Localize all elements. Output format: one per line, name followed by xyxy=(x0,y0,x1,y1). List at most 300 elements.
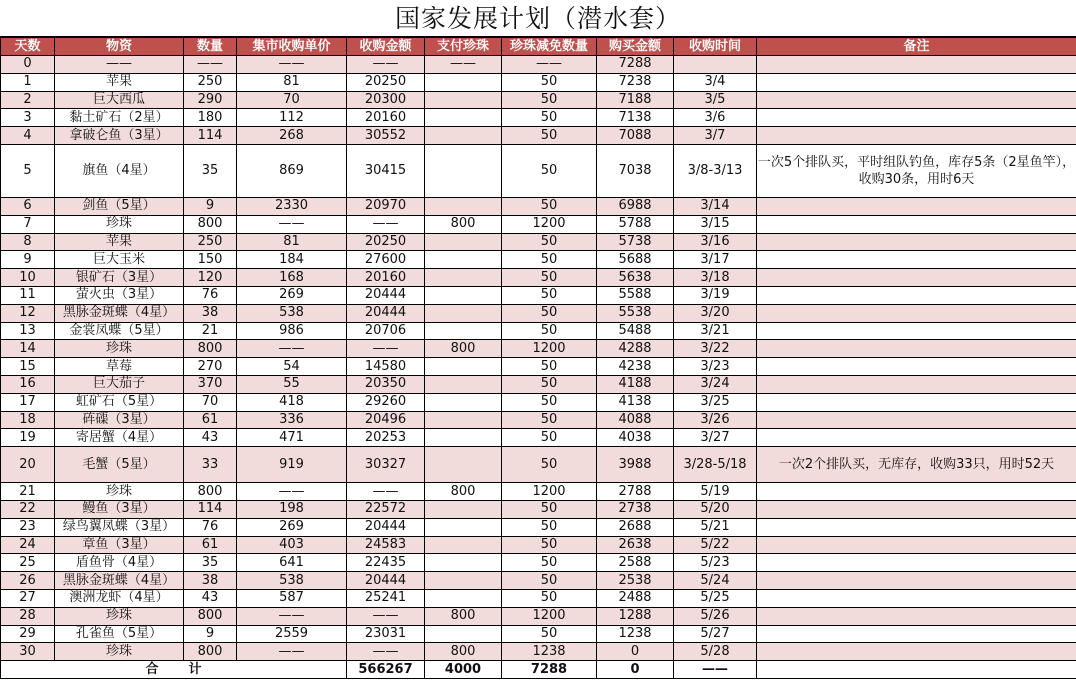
cell-item[interactable]: 拿破仑鱼（3星） xyxy=(55,127,184,145)
cell-pearl[interactable] xyxy=(425,233,502,251)
cell-buy[interactable]: 5588 xyxy=(597,286,674,304)
cell-note[interactable] xyxy=(757,375,1076,393)
cell-item[interactable]: 盾鱼骨（4星） xyxy=(55,554,184,572)
cell-day[interactable]: 18 xyxy=(1,411,55,429)
cell-qty[interactable]: 9 xyxy=(184,625,237,643)
cell-day[interactable]: 13 xyxy=(1,322,55,340)
cell-price[interactable]: 538 xyxy=(237,572,347,590)
cell-note[interactable] xyxy=(757,429,1076,447)
cell-reduce[interactable]: 50 xyxy=(502,554,597,572)
cell-qty[interactable]: 76 xyxy=(184,286,237,304)
cell-amount[interactable]: 22572 xyxy=(347,500,425,518)
cell-price[interactable]: 268 xyxy=(237,127,347,145)
cell-reduce[interactable]: 50 xyxy=(502,73,597,91)
cell-note[interactable] xyxy=(757,643,1076,661)
cell-amount[interactable]: 20444 xyxy=(347,572,425,590)
cell-amount[interactable]: 24583 xyxy=(347,536,425,554)
cell-buy[interactable]: 7238 xyxy=(597,73,674,91)
cell-day[interactable]: 8 xyxy=(1,233,55,251)
cell-qty[interactable]: —— xyxy=(184,56,237,74)
cell-pearl[interactable] xyxy=(425,197,502,215)
cell-time[interactable]: 3/27 xyxy=(674,429,757,447)
cell-note[interactable] xyxy=(757,518,1076,536)
cell-amount[interactable]: 20970 xyxy=(347,197,425,215)
cell-item[interactable]: —— xyxy=(55,56,184,74)
cell-day[interactable]: 0 xyxy=(1,56,55,74)
cell-qty[interactable]: 35 xyxy=(184,144,237,197)
cell-price[interactable]: 538 xyxy=(237,304,347,322)
cell-pearl[interactable] xyxy=(425,554,502,572)
cell-reduce[interactable]: 50 xyxy=(502,286,597,304)
cell-price[interactable]: 641 xyxy=(237,554,347,572)
cell-time[interactable]: 5/28 xyxy=(674,643,757,661)
cell-item[interactable]: 寄居蟹（4星） xyxy=(55,429,184,447)
cell-time[interactable]: 5/21 xyxy=(674,518,757,536)
cell-reduce[interactable]: 50 xyxy=(502,429,597,447)
cell-buy[interactable]: 7038 xyxy=(597,144,674,197)
cell-day[interactable]: 17 xyxy=(1,393,55,411)
cell-item[interactable]: 珍珠 xyxy=(55,607,184,625)
cell-item[interactable]: 金裳凤蝶（5星） xyxy=(55,322,184,340)
cell-item[interactable]: 章鱼（3星） xyxy=(55,536,184,554)
cell-time[interactable]: 5/24 xyxy=(674,572,757,590)
cell-day[interactable]: 2 xyxy=(1,91,55,109)
cell-qty[interactable]: 370 xyxy=(184,375,237,393)
cell-time[interactable]: 3/6 xyxy=(674,109,757,127)
cell-note[interactable] xyxy=(757,269,1076,287)
cell-pearl[interactable] xyxy=(425,572,502,590)
cell-qty[interactable]: 33 xyxy=(184,447,237,483)
cell-qty[interactable]: 114 xyxy=(184,500,237,518)
cell-reduce[interactable]: 50 xyxy=(502,572,597,590)
cell-price[interactable]: 112 xyxy=(237,109,347,127)
cell-qty[interactable]: 120 xyxy=(184,269,237,287)
cell-qty[interactable]: 114 xyxy=(184,127,237,145)
cell-amount[interactable]: 20350 xyxy=(347,375,425,393)
cell-reduce[interactable]: 1200 xyxy=(502,483,597,501)
cell-pearl[interactable] xyxy=(425,447,502,483)
cell-price[interactable]: 269 xyxy=(237,518,347,536)
cell-reduce[interactable]: 50 xyxy=(502,91,597,109)
cell-day[interactable]: 12 xyxy=(1,304,55,322)
cell-note[interactable] xyxy=(757,322,1076,340)
cell-reduce[interactable]: 50 xyxy=(502,411,597,429)
cell-item[interactable]: 珍珠 xyxy=(55,483,184,501)
cell-price[interactable]: 55 xyxy=(237,375,347,393)
cell-time[interactable]: 3/16 xyxy=(674,233,757,251)
cell-amount[interactable]: 20444 xyxy=(347,304,425,322)
cell-item[interactable]: 巨大茄子 xyxy=(55,375,184,393)
cell-time[interactable]: 3/8-3/13 xyxy=(674,144,757,197)
cell-amount[interactable]: —— xyxy=(347,56,425,74)
header-amount[interactable]: 收购金额 xyxy=(347,38,425,56)
cell-pearl[interactable]: 800 xyxy=(425,215,502,233)
cell-qty[interactable]: 43 xyxy=(184,589,237,607)
cell-amount[interactable]: 25241 xyxy=(347,589,425,607)
cell-qty[interactable]: 800 xyxy=(184,483,237,501)
cell-buy[interactable]: 7088 xyxy=(597,127,674,145)
cell-price[interactable]: —— xyxy=(237,56,347,74)
cell-item[interactable]: 鳗鱼（3星） xyxy=(55,500,184,518)
cell-note[interactable] xyxy=(757,91,1076,109)
cell-note[interactable] xyxy=(757,251,1076,269)
cell-buy[interactable]: 5538 xyxy=(597,304,674,322)
cell-item[interactable]: 苹果 xyxy=(55,73,184,91)
cell-pearl[interactable]: —— xyxy=(425,56,502,74)
cell-reduce[interactable]: 50 xyxy=(502,251,597,269)
cell-pearl[interactable] xyxy=(425,269,502,287)
cell-day[interactable]: 23 xyxy=(1,518,55,536)
cell-pearl[interactable] xyxy=(425,358,502,376)
cell-item[interactable]: 孔雀鱼（5星） xyxy=(55,625,184,643)
cell-day[interactable]: 6 xyxy=(1,197,55,215)
cell-price[interactable]: 269 xyxy=(237,286,347,304)
cell-reduce[interactable]: 50 xyxy=(502,304,597,322)
cell-price[interactable]: 81 xyxy=(237,233,347,251)
cell-pearl[interactable] xyxy=(425,429,502,447)
cell-reduce[interactable]: 50 xyxy=(502,375,597,393)
cell-qty[interactable]: 800 xyxy=(184,340,237,358)
total-note[interactable] xyxy=(757,661,1076,679)
cell-price[interactable]: 869 xyxy=(237,144,347,197)
cell-item[interactable]: 虹矿石（5星） xyxy=(55,393,184,411)
cell-pearl[interactable] xyxy=(425,251,502,269)
cell-reduce[interactable]: 1238 xyxy=(502,643,597,661)
cell-day[interactable]: 14 xyxy=(1,340,55,358)
cell-item[interactable]: 珍珠 xyxy=(55,215,184,233)
cell-note[interactable] xyxy=(757,286,1076,304)
cell-qty[interactable]: 250 xyxy=(184,73,237,91)
cell-buy[interactable]: 2688 xyxy=(597,518,674,536)
cell-reduce[interactable]: 50 xyxy=(502,269,597,287)
cell-qty[interactable]: 43 xyxy=(184,429,237,447)
cell-amount[interactable]: 29260 xyxy=(347,393,425,411)
cell-time[interactable]: 3/28-5/18 xyxy=(674,447,757,483)
cell-day[interactable]: 28 xyxy=(1,607,55,625)
cell-reduce[interactable]: 1200 xyxy=(502,607,597,625)
cell-buy[interactable]: 2538 xyxy=(597,572,674,590)
cell-time[interactable]: 3/17 xyxy=(674,251,757,269)
cell-note[interactable] xyxy=(757,127,1076,145)
cell-amount[interactable]: —— xyxy=(347,643,425,661)
cell-time[interactable]: 3/24 xyxy=(674,375,757,393)
cell-note[interactable] xyxy=(757,340,1076,358)
cell-qty[interactable]: 290 xyxy=(184,91,237,109)
cell-note[interactable] xyxy=(757,73,1076,91)
cell-price[interactable]: 471 xyxy=(237,429,347,447)
cell-pearl[interactable]: 800 xyxy=(425,607,502,625)
cell-note[interactable] xyxy=(757,109,1076,127)
cell-note[interactable] xyxy=(757,625,1076,643)
cell-buy[interactable]: 3988 xyxy=(597,447,674,483)
cell-note[interactable] xyxy=(757,233,1076,251)
cell-time[interactable]: 3/22 xyxy=(674,340,757,358)
cell-item[interactable]: 绿鸟翼凤蝶（3星） xyxy=(55,518,184,536)
cell-time[interactable]: 3/14 xyxy=(674,197,757,215)
cell-buy[interactable]: 2588 xyxy=(597,554,674,572)
cell-buy[interactable]: 2638 xyxy=(597,536,674,554)
cell-day[interactable]: 4 xyxy=(1,127,55,145)
cell-reduce[interactable]: 50 xyxy=(502,589,597,607)
cell-note[interactable] xyxy=(757,393,1076,411)
cell-buy[interactable]: 5738 xyxy=(597,233,674,251)
cell-pearl[interactable] xyxy=(425,109,502,127)
cell-item[interactable]: 黑脉金斑蝶（4星） xyxy=(55,304,184,322)
cell-note[interactable] xyxy=(757,572,1076,590)
cell-reduce[interactable]: 50 xyxy=(502,109,597,127)
cell-reduce[interactable]: 50 xyxy=(502,500,597,518)
cell-time[interactable]: 5/22 xyxy=(674,536,757,554)
cell-buy[interactable]: 7288 xyxy=(597,56,674,74)
cell-day[interactable]: 22 xyxy=(1,500,55,518)
cell-reduce[interactable]: 50 xyxy=(502,233,597,251)
cell-day[interactable]: 3 xyxy=(1,109,55,127)
cell-qty[interactable]: 800 xyxy=(184,607,237,625)
cell-buy[interactable]: 1238 xyxy=(597,625,674,643)
cell-time[interactable]: 3/18 xyxy=(674,269,757,287)
cell-qty[interactable]: 70 xyxy=(184,393,237,411)
cell-note[interactable]: 一次2个排队买，无库存，收购33只，用时52天 xyxy=(757,447,1076,483)
cell-day[interactable]: 19 xyxy=(1,429,55,447)
cell-qty[interactable]: 270 xyxy=(184,358,237,376)
cell-buy[interactable]: 4188 xyxy=(597,375,674,393)
cell-time[interactable]: 3/25 xyxy=(674,393,757,411)
cell-time[interactable]: 3/21 xyxy=(674,322,757,340)
cell-buy[interactable]: 0 xyxy=(597,643,674,661)
cell-time[interactable]: 3/5 xyxy=(674,91,757,109)
header-day[interactable]: 天数 xyxy=(1,38,55,56)
header-item[interactable]: 物资 xyxy=(55,38,184,56)
cell-item[interactable]: 巨大西瓜 xyxy=(55,91,184,109)
cell-amount[interactable]: 20250 xyxy=(347,73,425,91)
cell-day[interactable]: 29 xyxy=(1,625,55,643)
cell-price[interactable]: —— xyxy=(237,340,347,358)
cell-reduce[interactable]: 50 xyxy=(502,197,597,215)
cell-time[interactable]: 5/27 xyxy=(674,625,757,643)
cell-amount[interactable]: —— xyxy=(347,215,425,233)
cell-note[interactable] xyxy=(757,215,1076,233)
cell-price[interactable]: 418 xyxy=(237,393,347,411)
cell-item[interactable]: 黏土矿石（2星） xyxy=(55,109,184,127)
cell-pearl[interactable] xyxy=(425,91,502,109)
cell-buy[interactable]: 1288 xyxy=(597,607,674,625)
header-pearl[interactable]: 支付珍珠 xyxy=(425,38,502,56)
cell-note[interactable] xyxy=(757,304,1076,322)
cell-buy[interactable]: 2738 xyxy=(597,500,674,518)
cell-qty[interactable]: 35 xyxy=(184,554,237,572)
cell-note[interactable] xyxy=(757,358,1076,376)
cell-qty[interactable]: 61 xyxy=(184,411,237,429)
total-pearl[interactable]: 4000 xyxy=(425,661,502,679)
cell-reduce[interactable]: 50 xyxy=(502,518,597,536)
cell-day[interactable]: 21 xyxy=(1,483,55,501)
cell-price[interactable]: 919 xyxy=(237,447,347,483)
cell-amount[interactable]: —— xyxy=(347,340,425,358)
cell-reduce[interactable]: 50 xyxy=(502,625,597,643)
cell-reduce[interactable]: 50 xyxy=(502,144,597,197)
cell-amount[interactable]: 27600 xyxy=(347,251,425,269)
cell-item[interactable]: 萤火虫（3星） xyxy=(55,286,184,304)
cell-price[interactable]: —— xyxy=(237,483,347,501)
cell-pearl[interactable] xyxy=(425,589,502,607)
cell-amount[interactable]: 20300 xyxy=(347,91,425,109)
cell-day[interactable]: 9 xyxy=(1,251,55,269)
cell-item[interactable]: 苹果 xyxy=(55,233,184,251)
cell-item[interactable]: 剑鱼（5星） xyxy=(55,197,184,215)
header-price[interactable]: 集市收购单价 xyxy=(237,38,347,56)
cell-buy[interactable]: 4288 xyxy=(597,340,674,358)
cell-buy[interactable]: 5788 xyxy=(597,215,674,233)
cell-amount[interactable]: 23031 xyxy=(347,625,425,643)
cell-time[interactable]: 3/23 xyxy=(674,358,757,376)
cell-note[interactable] xyxy=(757,483,1076,501)
total-reduce[interactable]: 7288 xyxy=(502,661,597,679)
cell-price[interactable]: 2559 xyxy=(237,625,347,643)
cell-reduce[interactable]: 50 xyxy=(502,393,597,411)
cell-day[interactable]: 30 xyxy=(1,643,55,661)
cell-amount[interactable]: 22435 xyxy=(347,554,425,572)
cell-qty[interactable]: 180 xyxy=(184,109,237,127)
header-time[interactable]: 收购时间 xyxy=(674,38,757,56)
cell-item[interactable]: 澳洲龙虾（4星） xyxy=(55,589,184,607)
cell-reduce[interactable]: 50 xyxy=(502,447,597,483)
cell-pearl[interactable] xyxy=(425,304,502,322)
cell-price[interactable]: —— xyxy=(237,643,347,661)
cell-buy[interactable]: 6988 xyxy=(597,197,674,215)
cell-amount[interactable]: 30552 xyxy=(347,127,425,145)
cell-qty[interactable]: 61 xyxy=(184,536,237,554)
total-buy[interactable]: 0 xyxy=(597,661,674,679)
cell-qty[interactable]: 38 xyxy=(184,572,237,590)
cell-qty[interactable]: 800 xyxy=(184,643,237,661)
cell-reduce[interactable]: 1200 xyxy=(502,340,597,358)
cell-pearl[interactable] xyxy=(425,144,502,197)
cell-amount[interactable]: 20250 xyxy=(347,233,425,251)
cell-amount[interactable]: 20444 xyxy=(347,286,425,304)
cell-item[interactable]: 砗磲（3星） xyxy=(55,411,184,429)
cell-day[interactable]: 15 xyxy=(1,358,55,376)
cell-reduce[interactable]: 50 xyxy=(502,536,597,554)
header-qty[interactable]: 数量 xyxy=(184,38,237,56)
cell-note[interactable] xyxy=(757,56,1076,74)
cell-amount[interactable]: 14580 xyxy=(347,358,425,376)
cell-amount[interactable]: 30415 xyxy=(347,144,425,197)
cell-note[interactable] xyxy=(757,197,1076,215)
total-label[interactable]: 合计 xyxy=(1,661,347,679)
header-note[interactable]: 备注 xyxy=(757,38,1076,56)
cell-time[interactable]: 3/26 xyxy=(674,411,757,429)
cell-time[interactable]: 3/7 xyxy=(674,127,757,145)
cell-day[interactable]: 11 xyxy=(1,286,55,304)
cell-item[interactable]: 珍珠 xyxy=(55,643,184,661)
cell-day[interactable]: 7 xyxy=(1,215,55,233)
cell-item[interactable]: 草莓 xyxy=(55,358,184,376)
cell-pearl[interactable] xyxy=(425,127,502,145)
cell-day[interactable]: 24 xyxy=(1,536,55,554)
total-amount[interactable]: 566267 xyxy=(347,661,425,679)
cell-price[interactable]: 54 xyxy=(237,358,347,376)
cell-qty[interactable]: 21 xyxy=(184,322,237,340)
cell-buy[interactable]: 4038 xyxy=(597,429,674,447)
cell-pearl[interactable] xyxy=(425,286,502,304)
cell-pearl[interactable]: 800 xyxy=(425,483,502,501)
cell-day[interactable]: 26 xyxy=(1,572,55,590)
cell-time[interactable]: 5/25 xyxy=(674,589,757,607)
cell-buy[interactable]: 7138 xyxy=(597,109,674,127)
cell-buy[interactable]: 7188 xyxy=(597,91,674,109)
cell-item[interactable]: 毛蟹（5星） xyxy=(55,447,184,483)
cell-amount[interactable]: —— xyxy=(347,607,425,625)
cell-amount[interactable]: 20253 xyxy=(347,429,425,447)
cell-amount[interactable]: 20496 xyxy=(347,411,425,429)
cell-price[interactable]: —— xyxy=(237,215,347,233)
header-reduce[interactable]: 珍珠减免数量 xyxy=(502,38,597,56)
cell-reduce[interactable]: 50 xyxy=(502,127,597,145)
cell-day[interactable]: 27 xyxy=(1,589,55,607)
cell-pearl[interactable]: 800 xyxy=(425,340,502,358)
cell-day[interactable]: 1 xyxy=(1,73,55,91)
cell-amount[interactable]: 20444 xyxy=(347,518,425,536)
cell-pearl[interactable]: 800 xyxy=(425,643,502,661)
cell-day[interactable]: 5 xyxy=(1,144,55,197)
cell-note[interactable] xyxy=(757,500,1076,518)
cell-pearl[interactable] xyxy=(425,73,502,91)
cell-time[interactable] xyxy=(674,56,757,74)
cell-item[interactable]: 旗鱼（4星） xyxy=(55,144,184,197)
cell-amount[interactable]: 30327 xyxy=(347,447,425,483)
cell-time[interactable]: 3/20 xyxy=(674,304,757,322)
cell-day[interactable]: 20 xyxy=(1,447,55,483)
cell-time[interactable]: 5/26 xyxy=(674,607,757,625)
cell-price[interactable]: 198 xyxy=(237,500,347,518)
cell-pearl[interactable] xyxy=(425,625,502,643)
cell-pearl[interactable] xyxy=(425,393,502,411)
cell-qty[interactable]: 250 xyxy=(184,233,237,251)
cell-time[interactable]: 5/20 xyxy=(674,500,757,518)
cell-reduce[interactable]: 1200 xyxy=(502,215,597,233)
cell-pearl[interactable] xyxy=(425,518,502,536)
cell-buy[interactable]: 5488 xyxy=(597,322,674,340)
cell-pearl[interactable] xyxy=(425,536,502,554)
cell-buy[interactable]: 5638 xyxy=(597,269,674,287)
cell-qty[interactable]: 9 xyxy=(184,197,237,215)
cell-note[interactable]: 一次5个排队买，平时组队钓鱼，库存5条（2星鱼竿），收购30条，用时6天 xyxy=(757,144,1076,197)
cell-note[interactable] xyxy=(757,607,1076,625)
cell-day[interactable]: 10 xyxy=(1,269,55,287)
cell-amount[interactable]: —— xyxy=(347,483,425,501)
cell-time[interactable]: 5/19 xyxy=(674,483,757,501)
cell-buy[interactable]: 2488 xyxy=(597,589,674,607)
cell-buy[interactable]: 4238 xyxy=(597,358,674,376)
cell-item[interactable]: 银矿石（3星） xyxy=(55,269,184,287)
cell-buy[interactable]: 4138 xyxy=(597,393,674,411)
cell-price[interactable]: 70 xyxy=(237,91,347,109)
cell-reduce[interactable]: 50 xyxy=(502,358,597,376)
cell-note[interactable] xyxy=(757,589,1076,607)
cell-qty[interactable]: 76 xyxy=(184,518,237,536)
cell-day[interactable]: 25 xyxy=(1,554,55,572)
cell-price[interactable]: 81 xyxy=(237,73,347,91)
cell-reduce[interactable]: 50 xyxy=(502,322,597,340)
cell-amount[interactable]: 20160 xyxy=(347,109,425,127)
cell-time[interactable]: 3/4 xyxy=(674,73,757,91)
cell-amount[interactable]: 20160 xyxy=(347,269,425,287)
cell-price[interactable]: 336 xyxy=(237,411,347,429)
cell-price[interactable]: 986 xyxy=(237,322,347,340)
cell-item[interactable]: 巨大玉米 xyxy=(55,251,184,269)
cell-price[interactable]: 168 xyxy=(237,269,347,287)
cell-item[interactable]: 珍珠 xyxy=(55,340,184,358)
